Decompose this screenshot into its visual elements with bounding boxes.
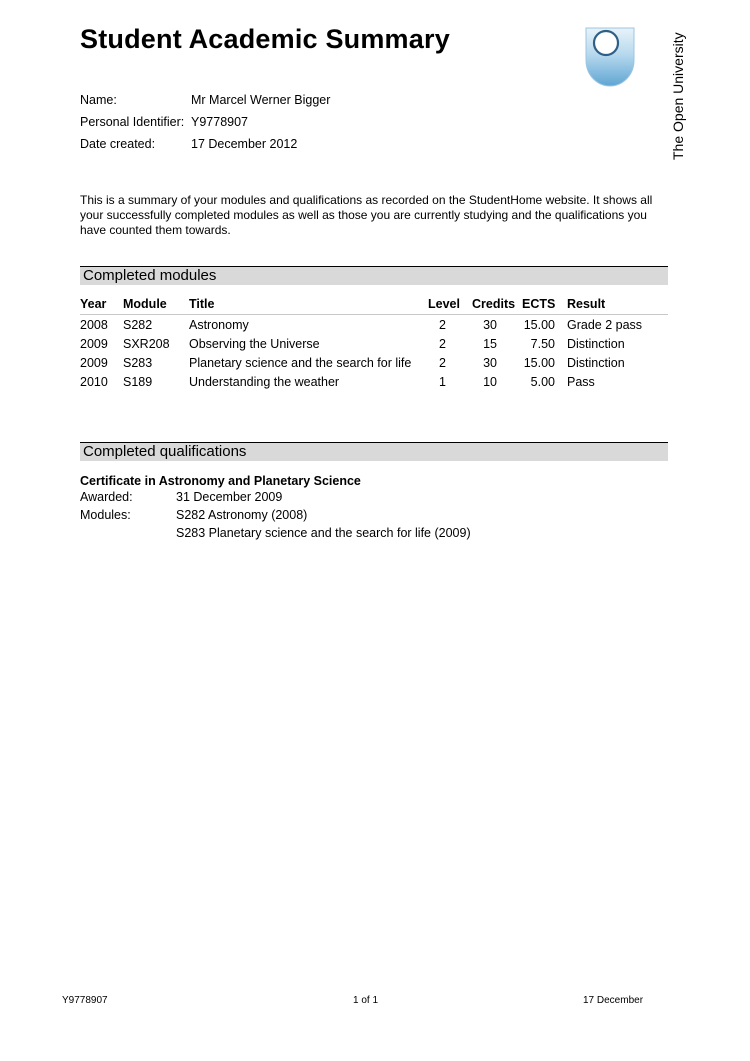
completed-qualifications-heading-bar [80,442,668,461]
column-header-result: Result [567,297,606,311]
cell-ects: 15.00 [523,318,555,332]
name-label: Name: [80,93,117,107]
qualification-module: S282 Astronomy (2008) [176,508,308,522]
intro-paragraph: This is a summary of your modules and qualifications as recorded on the StudentHome website. It shows all your successfully completed modules as well as those you are currently studying and the qualifications you have counted them towards. [80,193,653,237]
cell-credits: 10 [483,375,497,389]
date-created-label: Date created: [80,137,156,151]
column-header-ects: ECTS [522,297,556,311]
footer-date: 17 December [583,995,644,1006]
cell-title: Understanding the weather [189,375,340,389]
cell-result: Pass [567,375,595,389]
personal-identifier: Y9778907 [191,115,249,129]
column-header-year: Year [80,297,107,311]
cell-level: 2 [439,356,446,370]
cell-title: Planetary science and the search for life [189,356,412,370]
cell-year: 2009 [80,356,108,370]
page-title: Student Academic Summary [80,24,450,54]
cell-ects: 5.00 [530,375,555,389]
cell-year: 2010 [80,375,108,389]
completed-modules-heading-bar [80,266,668,285]
personal-identifier-label: Personal Identifier: [80,115,185,129]
column-header-credits: Credits [472,297,516,311]
modules-label: Modules: [80,508,131,522]
footer-page-number: 1 of 1 [353,995,379,1006]
qualification-module: S283 Planetary science and the search for life (2009) [176,526,471,540]
completed-qualifications-heading: Completed qualifications [83,443,247,460]
footer-identifier: Y9778907 [62,995,108,1006]
cell-ects: 7.50 [530,337,555,351]
cell-result: Distinction [567,337,625,351]
cell-level: 1 [439,375,446,389]
cell-result: Grade 2 pass [567,318,643,332]
cell-result: Distinction [567,356,625,370]
qualification-title: Certificate in Astronomy and Planetary Science [80,474,361,488]
cell-ects: 15.00 [523,356,555,370]
cell-title: Astronomy [189,318,249,332]
table-header-rule [80,314,668,315]
awarded-label: Awarded: [80,490,133,504]
cell-module: S189 [123,375,153,389]
column-header-module: Module [123,297,167,311]
cell-level: 2 [439,337,446,351]
logo-wordmark-text: The Open University [670,32,686,160]
open-university-wordmark [648,30,708,160]
completed-modules-heading: Completed modules [83,267,217,284]
cell-module: S283 [123,356,153,370]
student-name: Mr Marcel Werner Bigger [191,93,331,107]
cell-year: 2009 [80,337,108,351]
date-created: 17 December 2012 [191,137,298,151]
open-university-shield-logo [584,26,636,88]
cell-credits: 15 [483,337,497,351]
cell-credits: 30 [483,318,497,332]
cell-credits: 30 [483,356,497,370]
column-header-title: Title [189,297,215,311]
cell-title: Observing the Universe [189,337,320,351]
awarded-date: 31 December 2009 [176,490,283,504]
column-header-level: Level [428,297,460,311]
cell-module: SXR208 [123,337,170,351]
cell-module: S282 [123,318,153,332]
cell-level: 2 [439,318,446,332]
cell-year: 2008 [80,318,108,332]
